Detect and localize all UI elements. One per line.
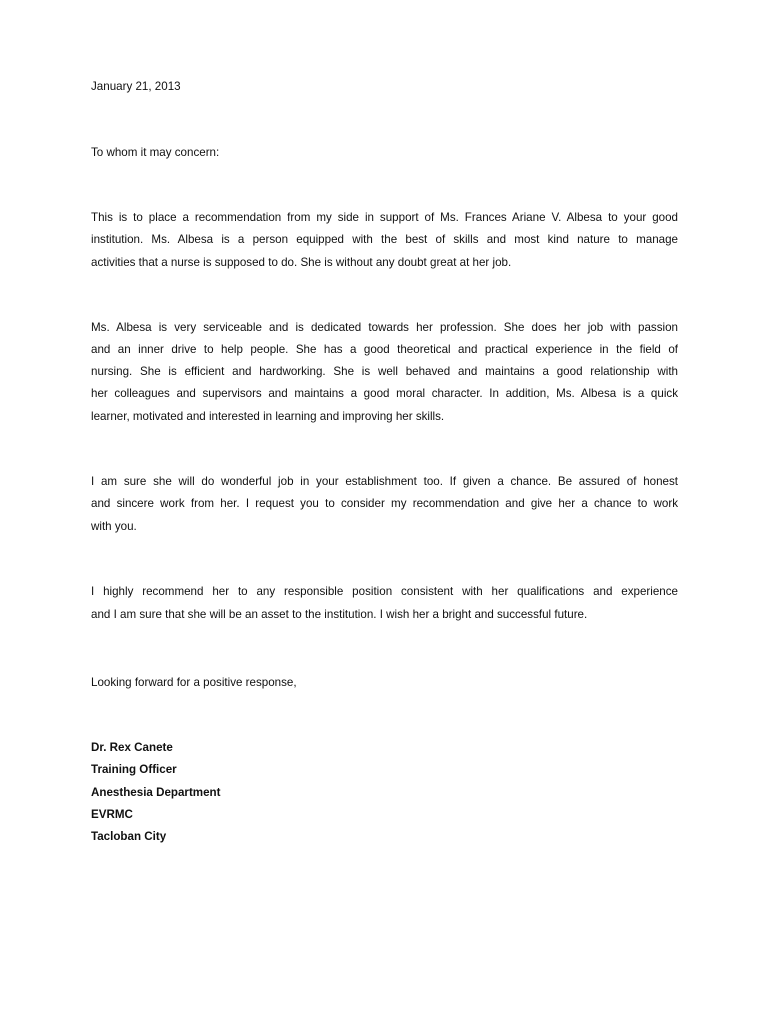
signatory-organization: EVRMC [91,808,133,821]
paragraph-line: learner, motivated and interested in learning and improving her skills. [91,410,445,423]
paragraph-line: her colleagues and supervisors and maintains a good moral character. In addition, Ms. Albesa is a quick [91,387,678,400]
closing: Looking forward for a positive response, [91,676,297,689]
salutation: To whom it may concern: [91,146,220,159]
paragraph-line: and sincere work from her. I request you to consider my recommendation and give her a chance to work [91,497,678,510]
paragraph-line: I am sure she will do wonderful job in your establishment too. If given a chance. Be assured of honest [91,475,678,488]
paragraph-line: institution. Ms. Albesa is a person equipped with the best of skills and most kind nature to manage [91,233,678,246]
paragraph-line: nursing. She is efficient and hardworking. She is well behaved and maintains a good relationship with [91,365,678,378]
signatory-name: Dr. Rex Canete [91,741,173,754]
paragraph-line: and an inner drive to help people. She has a good theoretical and practical experience in the field of [91,343,678,356]
paragraph-line: activities that a nurse is supposed to do. She is without any doubt great at her job. [91,256,512,269]
signatory-department: Anesthesia Department [91,786,221,799]
paragraph-line: with you. [91,520,137,533]
paragraph-line: This is to place a recommendation from my side in support of Ms. Frances Ariane V. Albesa to your good [91,211,678,224]
paragraph-line: Ms. Albesa is very serviceable and is dedicated towards her profession. She does her job with passion [91,321,678,334]
letter-date: January 21, 2013 [91,80,181,93]
signatory-title: Training Officer [91,763,177,776]
paragraph-line: and I am sure that she will be an asset to the institution. I wish her a bright and successful future. [91,608,588,621]
signatory-city: Tacloban City [91,830,167,843]
paragraph-line: I highly recommend her to any responsible position consistent with her qualifications and experience [91,585,678,598]
